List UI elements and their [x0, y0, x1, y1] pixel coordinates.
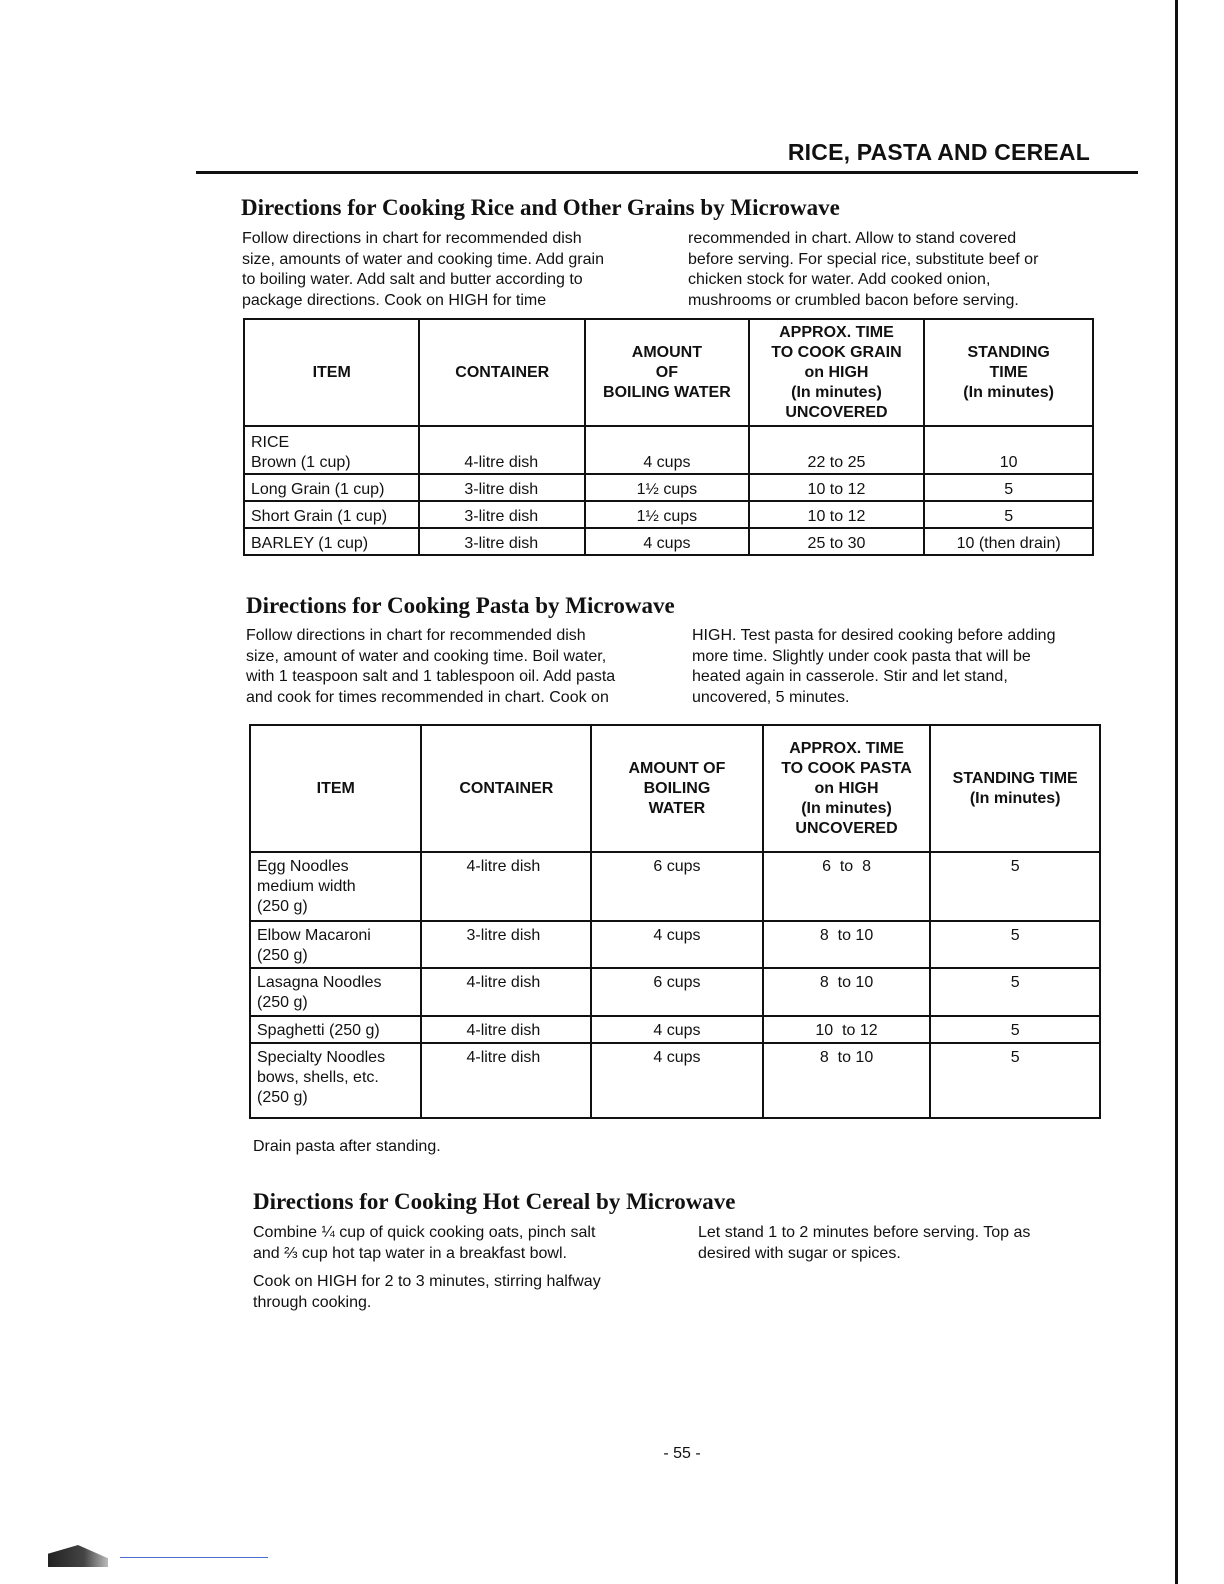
cell-standing: 5: [930, 1043, 1100, 1118]
cell-item: [250, 1043, 421, 1118]
column-header: [250, 725, 421, 852]
cell-water: 6 cups: [591, 852, 762, 921]
rice-table-header: [244, 319, 1093, 426]
text-line: (In minutes): [963, 383, 1054, 401]
text-line: and cook for times recommended in chart. Cook on: [246, 688, 609, 706]
text-line: (250 g): [257, 1089, 308, 1106]
cell-item: [244, 474, 419, 501]
cell-water: 1½ cups: [585, 501, 749, 528]
text-line: on HIGH: [814, 779, 879, 797]
cell-time: 10 to 12: [749, 474, 925, 501]
text-line: Brown (1 cup): [251, 454, 351, 471]
text-line: recommended in chart. Allow to stand covered: [688, 230, 1017, 247]
cereal-para-left-2: [253, 1272, 683, 1313]
text-line: uncovered, 5 minutes.: [692, 688, 850, 706]
text-line: CONTAINER: [455, 363, 550, 381]
column-header: [591, 725, 762, 852]
table-row: [244, 474, 1093, 501]
text-line: TIME: [989, 363, 1028, 381]
table-row: [250, 852, 1100, 921]
column-header: [585, 319, 749, 426]
text-line: RICE: [251, 434, 290, 451]
cell-container: 3-litre dish: [419, 528, 585, 555]
cell-container: 3-litre dish: [421, 921, 591, 968]
column-header: [421, 725, 591, 852]
cell-item: [250, 1016, 421, 1043]
cell-water: 1½ cups: [585, 474, 749, 501]
table-row: [250, 1043, 1100, 1118]
text-line: (250 g): [257, 898, 308, 915]
header-rule: [196, 171, 1138, 174]
text-line: UNCOVERED: [795, 819, 898, 837]
cell-water: 4 cups: [591, 1016, 762, 1043]
text-line: CONTAINER: [459, 779, 554, 797]
rice-para-right: [688, 229, 1118, 311]
text-line: HIGH. Test pasta for desired cooking before adding: [692, 627, 1056, 644]
cell-standing: 5: [930, 921, 1100, 968]
text-line: through cooking.: [253, 1293, 372, 1311]
text-line: to boiling water. Add salt and butter according to: [242, 271, 583, 288]
text-line: size, amounts of water and cooking time. Add grain: [242, 250, 604, 268]
text-line: package directions. Cook on HIGH for time: [242, 291, 547, 309]
cell-container: 4-litre dish: [421, 968, 591, 1016]
text-line: Short Grain (1 cup): [251, 508, 388, 525]
text-line: ITEM: [316, 779, 355, 797]
text-line: Cook on HIGH for 2 to 3 minutes, stirring halfway: [253, 1273, 601, 1290]
cell-standing: 5: [924, 474, 1093, 501]
text-line: STANDING TIME: [952, 769, 1078, 787]
cell-time: 25 to 30: [749, 528, 925, 555]
cell-container: 4-litre dish: [421, 1016, 591, 1043]
text-line: chicken stock for water. Add cooked onion,: [688, 271, 991, 288]
pasta-para-left: [246, 626, 676, 708]
text-line: bows, shells, etc.: [257, 1069, 379, 1086]
cell-item: [250, 968, 421, 1016]
cell-water: 4 cups: [591, 921, 762, 968]
text-line: AMOUNT: [631, 343, 702, 361]
cell-standing: 10 (then drain): [924, 528, 1093, 555]
column-header: [763, 725, 931, 852]
cell-container: 4-litre dish: [419, 426, 585, 474]
text-line: BOILING WATER: [603, 383, 731, 401]
table-row: [250, 921, 1100, 968]
text-line: medium width: [257, 878, 356, 895]
pasta-table: [249, 724, 1101, 1119]
text-line: AMOUNT OF: [628, 759, 726, 777]
text-line: STANDING: [967, 343, 1050, 361]
scan-artifact-line: [120, 1557, 268, 1558]
cell-item: [250, 852, 421, 921]
cell-time: 6 to 8: [763, 852, 931, 921]
text-line: Elbow Macaroni: [257, 927, 371, 944]
text-line: ITEM: [312, 363, 351, 381]
text-line: Long Grain (1 cup): [251, 481, 385, 498]
text-line: size, amount of water and cooking time. Boil water,: [246, 647, 607, 665]
column-header: [419, 319, 585, 426]
cell-water: 4 cups: [591, 1043, 762, 1118]
cell-standing: 10: [924, 426, 1093, 474]
text-line: OF: [655, 363, 678, 381]
text-line: TO COOK GRAIN: [771, 343, 902, 361]
text-line: BARLEY (1 cup): [251, 535, 369, 552]
text-line: (In minutes): [969, 789, 1061, 807]
pasta-para-right: [692, 626, 1122, 708]
rice-heading: Directions for Cooking Rice and Other Grains by Microwave: [241, 195, 840, 220]
cell-container: 3-litre dish: [419, 501, 585, 528]
cereal-heading: Directions for Cooking Hot Cereal by Microwave: [253, 1189, 736, 1214]
cell-item: [244, 426, 419, 474]
cell-time: 8 to 10: [763, 968, 931, 1016]
text-line: Spaghetti (250 g): [257, 1022, 380, 1039]
text-line: TO COOK PASTA: [781, 759, 912, 777]
text-line: BOILING: [643, 779, 711, 797]
text-line: (In minutes): [801, 799, 892, 817]
cereal-para-right: [698, 1223, 1128, 1264]
cell-item: [244, 528, 419, 555]
text-line: Follow directions in chart for recommended dish: [246, 627, 586, 644]
pasta-note: Drain pasta after standing.: [253, 1138, 441, 1155]
cell-standing: 5: [930, 852, 1100, 921]
text-line: (250 g): [257, 947, 308, 964]
text-line: mushrooms or crumbled bacon before serving.: [688, 291, 1019, 309]
table-row: [250, 968, 1100, 1016]
cell-container: 4-litre dish: [421, 1043, 591, 1118]
text-line: Let stand 1 to 2 minutes before serving. Top as: [698, 1224, 1031, 1241]
cell-water: 4 cups: [585, 528, 749, 555]
section-title: RICE, PASTA AND CEREAL: [787, 139, 1090, 165]
text-line: WATER: [648, 799, 706, 817]
rice-para-left: [242, 229, 672, 311]
column-header: [924, 319, 1093, 426]
column-header: [930, 725, 1100, 852]
text-line: more time. Slightly under cook pasta that will be: [692, 647, 1031, 665]
scan-edge-line: [1175, 0, 1178, 1584]
text-line: with 1 teaspoon salt and 1 tablespoon oil. Add pasta: [246, 668, 616, 685]
table-row: [250, 1016, 1100, 1043]
text-line: APPROX. TIME: [789, 739, 904, 757]
cell-standing: 5: [924, 501, 1093, 528]
rice-table: [243, 318, 1094, 556]
cell-time: 22 to 25: [749, 426, 925, 474]
cell-time: 10 to 12: [763, 1016, 931, 1043]
pasta-heading: Directions for Cooking Pasta by Microwave: [246, 593, 675, 618]
text-line: on HIGH: [804, 363, 869, 381]
cereal-para-left-1: [253, 1223, 683, 1264]
cell-item: [250, 921, 421, 968]
cell-item: [244, 501, 419, 528]
text-line: Egg Noodles: [257, 858, 349, 875]
scan-artifact: [48, 1545, 108, 1567]
cell-time: 10 to 12: [749, 501, 925, 528]
text-line: UNCOVERED: [785, 403, 888, 421]
text-line: Specialty Noodles: [257, 1049, 386, 1066]
cell-standing: 5: [930, 1016, 1100, 1043]
text-line: (250 g): [257, 994, 308, 1011]
cell-time: 8 to 10: [763, 921, 931, 968]
cell-standing: 5: [930, 968, 1100, 1016]
column-header: [749, 319, 925, 426]
table-row: [244, 501, 1093, 528]
table-row: [244, 426, 1093, 474]
text-line: APPROX. TIME: [779, 323, 894, 341]
text-line: Follow directions in chart for recommended dish: [242, 230, 582, 247]
text-line: (In minutes): [791, 383, 882, 401]
page-number: - 55 -: [663, 1445, 701, 1462]
cell-water: 4 cups: [585, 426, 749, 474]
text-line: heated again in casserole. Stir and let stand,: [692, 668, 1008, 685]
cell-time: 8 to 10: [763, 1043, 931, 1118]
pasta-table-header: [250, 725, 1100, 852]
table-row: [244, 528, 1093, 555]
cell-water: 6 cups: [591, 968, 762, 1016]
text-line: before serving. For special rice, substitute beef or: [688, 250, 1039, 268]
text-line: desired with sugar or spices.: [698, 1244, 901, 1262]
text-line: Combine ¼ cup of quick cooking oats, pinch salt: [253, 1224, 596, 1241]
column-header: [244, 319, 419, 426]
cell-container: 4-litre dish: [421, 852, 591, 921]
text-line: Lasagna Noodles: [257, 974, 382, 991]
cell-container: 3-litre dish: [419, 474, 585, 501]
text-line: and ⅔ cup hot tap water in a breakfast bowl.: [253, 1244, 567, 1262]
